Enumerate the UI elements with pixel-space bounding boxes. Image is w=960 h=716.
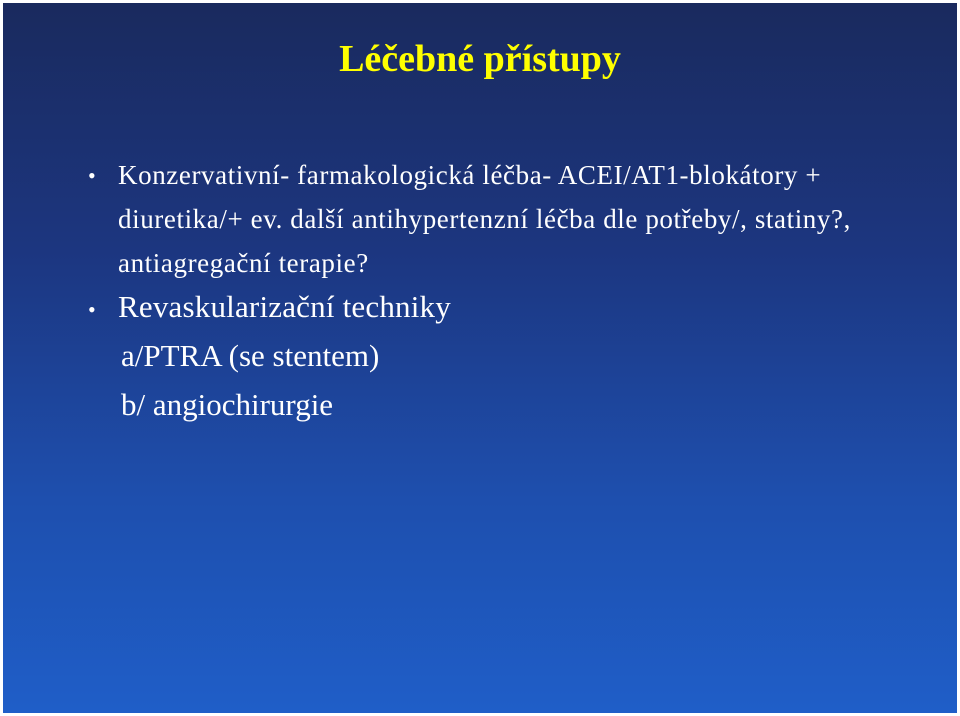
bullet-text: Konzervativní- farmakologická léčba- ACEI/AT1-blokátory + diuretika/+ ev. další antihypertenzní léčba dle potřeby/, statiny?, antiagregační terapie? [118, 160, 851, 278]
slide-title: Léčebné přístupy [339, 38, 621, 80]
bullet-marker: • [88, 297, 96, 322]
sub-item-angiochirurgie: b/ angiochirurgie [121, 387, 334, 422]
slide [3, 3, 957, 713]
bullet-text: Revaskularizační techniky [118, 289, 451, 324]
bullet-marker: • [88, 163, 96, 188]
sub-item-ptra: a/PTRA (se stentem) [121, 338, 380, 373]
